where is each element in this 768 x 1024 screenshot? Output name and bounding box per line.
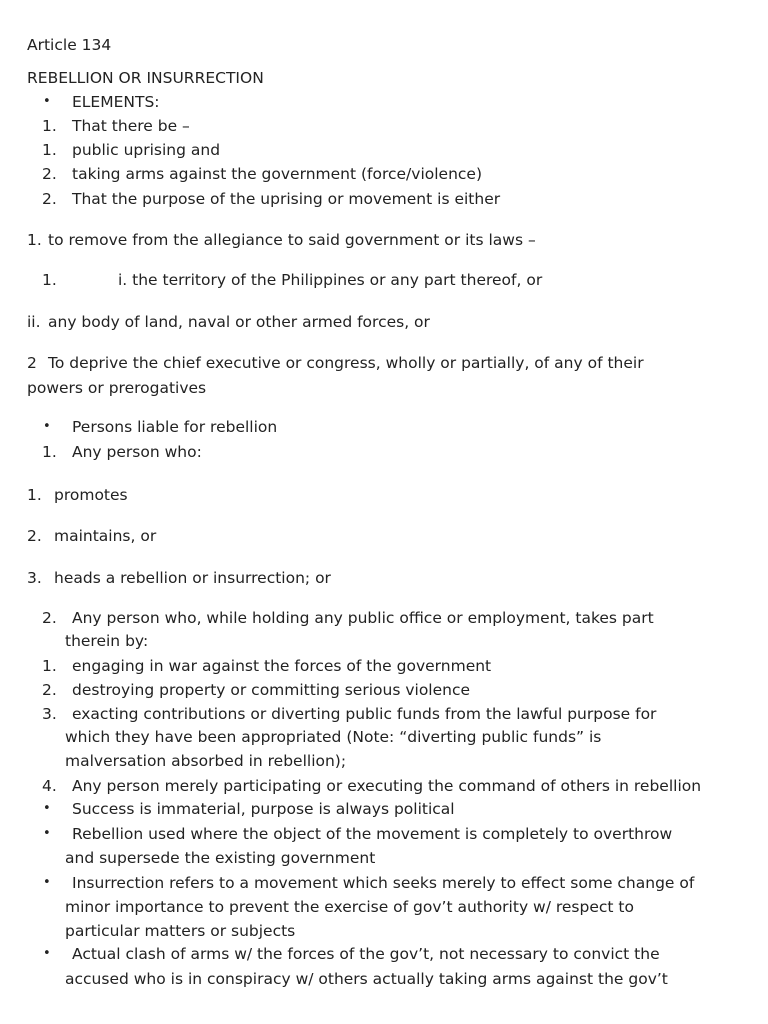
item-text: Any person who:	[72, 443, 202, 461]
item-text: Any person merely participating or executing the command of others in rebellion	[72, 777, 702, 795]
number-marker: 2.	[42, 190, 57, 208]
number-marker: 2.	[27, 527, 42, 545]
item-text: To deprive the chief executive or congress, wholly or partially, of any of their	[48, 354, 644, 372]
number-marker: 1.	[42, 117, 57, 135]
number-marker: 4.	[42, 777, 57, 795]
number-marker: 2.	[42, 165, 57, 183]
number-marker: 1.	[27, 486, 42, 504]
item-text: and supersede the existing government	[65, 849, 376, 867]
item-text: heads a rebellion or insurrection; or	[54, 569, 331, 587]
item-text: Rebellion used where the object of the movement is completely to overthrow	[72, 825, 673, 843]
item-text: particular matters or subjects	[65, 922, 296, 940]
item-text: i. the territory of the Philippines or any part thereof, or	[118, 271, 543, 289]
article-number: Article 134	[27, 36, 112, 54]
number-marker: 2.	[42, 609, 57, 627]
item-text: exacting contributions or diverting public funds from the lawful purpose for	[72, 705, 657, 723]
item-text: Success is immaterial, purpose is always political	[72, 800, 455, 818]
item-text: any body of land, naval or other armed forces, or	[48, 313, 430, 331]
item-text: Any person who, while holding any public office or employment, takes part	[72, 609, 654, 627]
item-text: to remove from the allegiance to said government or its laws –	[48, 231, 536, 249]
bullet-marker: •	[43, 801, 51, 816]
item-text: That there be –	[72, 117, 190, 135]
item-text: which they have been appropriated (Note: “diverting public funds” is	[65, 728, 602, 746]
item-text: malversation absorbed in rebellion);	[65, 752, 347, 770]
item-text: Persons liable for rebellion	[72, 418, 278, 436]
roman-marker: ii.	[27, 313, 41, 331]
bullet-marker: •	[43, 826, 51, 841]
bullet-marker: •	[43, 94, 51, 109]
item-text: accused who is in conspiracy w/ others actually taking arms against the gov’t	[65, 970, 668, 988]
number-marker: 2	[27, 354, 37, 372]
bullet-marker: •	[43, 419, 51, 434]
item-text: therein by:	[65, 632, 149, 650]
item-text: engaging in war against the forces of the government	[72, 657, 492, 675]
number-marker: 1.	[42, 271, 57, 289]
item-text: public uprising and	[72, 141, 221, 159]
number-marker: 2.	[42, 681, 57, 699]
number-marker: 1.	[42, 141, 57, 159]
item-text: maintains, or	[54, 527, 157, 545]
number-marker: 1.	[27, 231, 42, 249]
number-marker: 1.	[42, 443, 57, 461]
item-text: That the purpose of the uprising or movement is either	[72, 190, 501, 208]
item-text: destroying property or committing serious violence	[72, 681, 471, 699]
item-text: Actual clash of arms w/ the forces of the gov’t, not necessary to convict the	[72, 945, 660, 963]
number-marker: 3.	[27, 569, 42, 587]
item-text: Insurrection refers to a movement which seeks merely to effect some change of	[72, 874, 695, 892]
title-text: REBELLION OR INSURRECTION	[27, 69, 264, 87]
bullet-marker: •	[43, 946, 51, 961]
item-text: promotes	[54, 486, 128, 504]
item-text: taking arms against the government (force/violence)	[72, 165, 483, 183]
number-marker: 1.	[42, 657, 57, 675]
item-text: minor importance to prevent the exercise of gov’t authority w/ respect to	[65, 898, 634, 916]
bullet-marker: •	[43, 875, 51, 890]
number-marker: 3.	[42, 705, 57, 723]
item-text: ELEMENTS:	[72, 93, 160, 111]
item-text: powers or prerogatives	[27, 379, 207, 397]
